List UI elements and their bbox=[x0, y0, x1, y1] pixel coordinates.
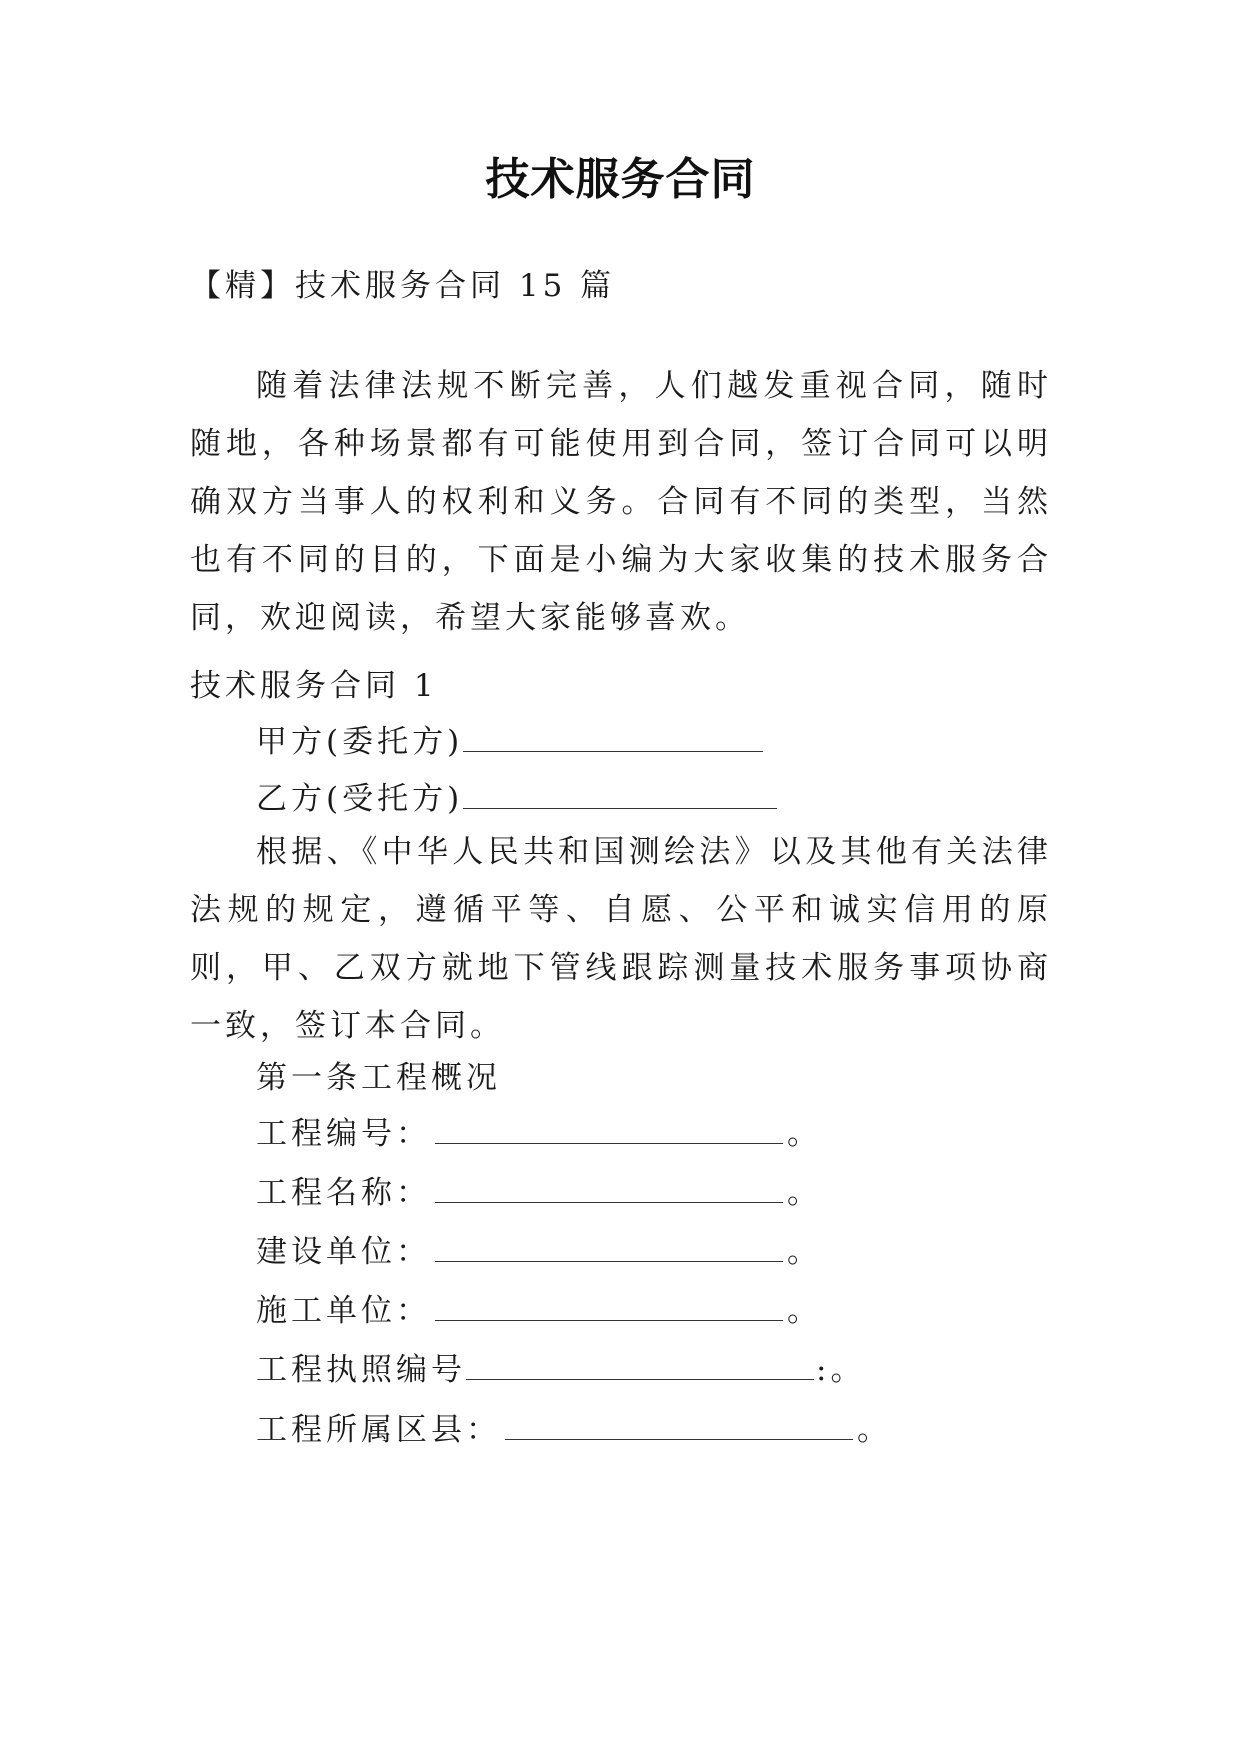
field-row bbox=[256, 1410, 892, 1450]
party-a-blank[interactable] bbox=[463, 725, 763, 752]
basis-paragraph: 根据、《中华人民共和国测绘法》以及其他有关法律法规的规定，遵循平等、自愿、公平和诚实信用的原则，甲、乙双方就地下管线跟踪测量技术服务事项协商一致，签订本合同。 bbox=[190, 834, 1052, 1044]
field-label: 工程执照编号 bbox=[256, 1352, 466, 1388]
field-suffix: 。 bbox=[787, 1175, 822, 1211]
field-row bbox=[256, 1114, 822, 1154]
field-label: 工程名称： bbox=[256, 1175, 431, 1211]
section-heading: 技术服务合同 1 bbox=[190, 668, 438, 704]
field-label: 工程编号： bbox=[256, 1116, 431, 1152]
field-row bbox=[256, 1350, 865, 1390]
party-b-blank[interactable] bbox=[463, 782, 777, 809]
field-blank[interactable] bbox=[435, 1294, 783, 1321]
field-label: 建设单位： bbox=[256, 1234, 431, 1270]
field-blank[interactable] bbox=[435, 1117, 783, 1144]
document-title: 技术服务合同 bbox=[485, 154, 756, 205]
field-blank[interactable] bbox=[466, 1353, 814, 1380]
article-1-heading: 第一条工程概况 bbox=[256, 1060, 501, 1096]
party-a-label: 甲方(委托方) bbox=[256, 724, 464, 760]
party-b-line bbox=[256, 779, 781, 819]
field-row bbox=[256, 1291, 822, 1331]
field-suffix: 。 bbox=[857, 1412, 892, 1448]
field-suffix: :。 bbox=[816, 1352, 866, 1388]
intro-paragraph: 随着法律法规不断完善，人们越发重视合同，随时随地，各种场景都有可能使用到合同，签订合同可以明确双方当事人的权利和义务。合同有不同的类型，当然也有不同的目的，下面是小编为大家收集的技术服务合同，欢迎阅读，希望大家能够喜欢。 bbox=[190, 368, 1052, 636]
field-blank[interactable] bbox=[435, 1235, 783, 1262]
field-row bbox=[256, 1173, 822, 1213]
document-subtitle: 【精】技术服务合同 15 篇 bbox=[190, 268, 616, 304]
party-b-label: 乙方(受托方) bbox=[256, 781, 464, 817]
party-a-line bbox=[256, 722, 767, 762]
field-row bbox=[256, 1232, 822, 1272]
field-blank[interactable] bbox=[435, 1176, 783, 1203]
field-blank[interactable] bbox=[505, 1413, 853, 1440]
field-label: 施工单位： bbox=[256, 1293, 431, 1329]
field-suffix: 。 bbox=[787, 1293, 822, 1329]
field-suffix: 。 bbox=[787, 1234, 822, 1270]
field-suffix: 。 bbox=[787, 1116, 822, 1152]
field-label: 工程所属区县： bbox=[256, 1412, 501, 1448]
